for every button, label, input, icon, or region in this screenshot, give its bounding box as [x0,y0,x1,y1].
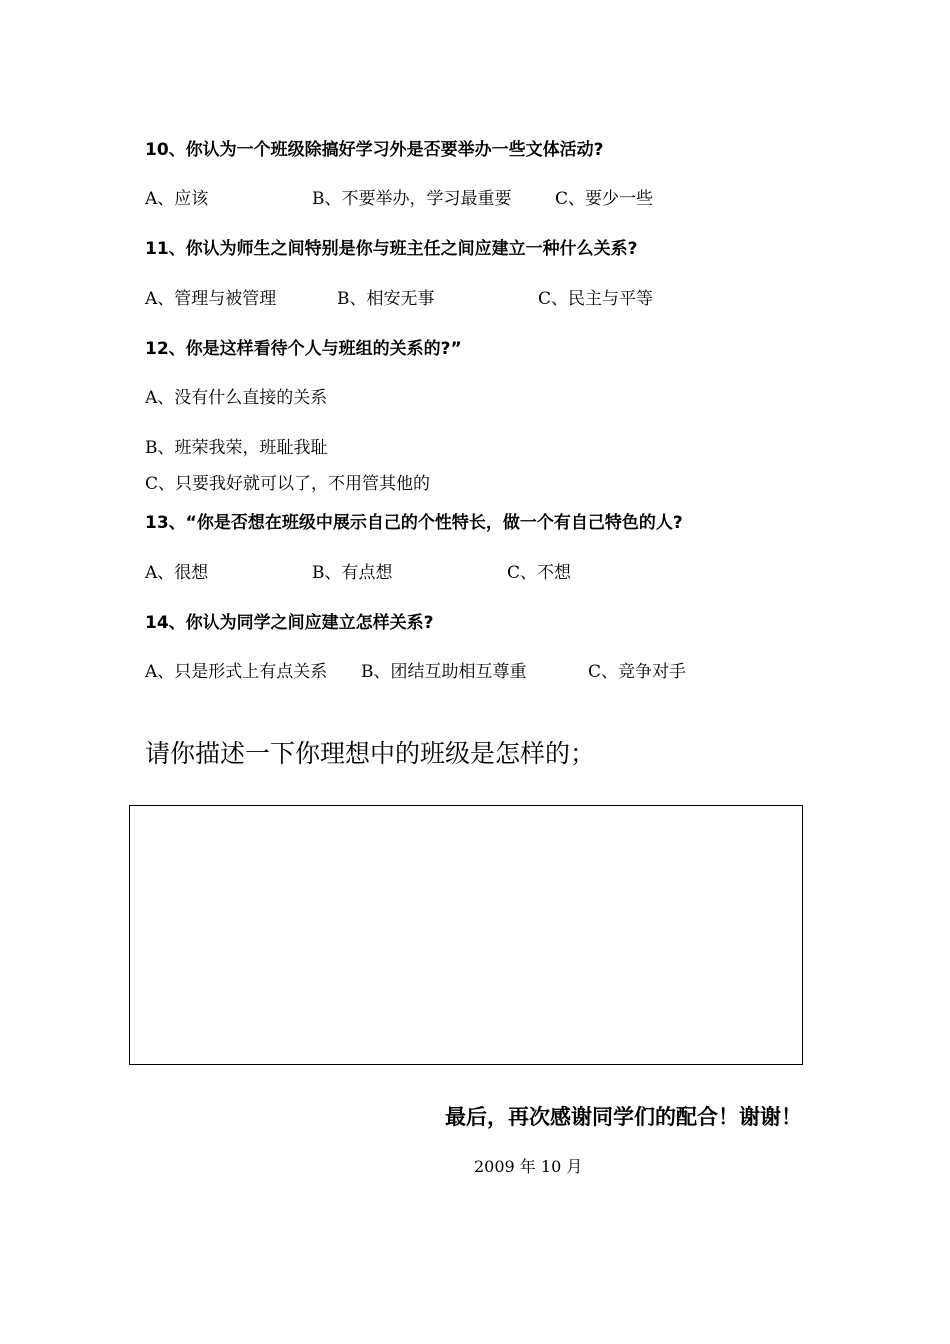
q14-option-a: A、只是形式上有点关系 [145,662,328,682]
q12-option-b: B、班荣我荣，班耻我耻 [145,438,328,458]
q14-option-c: C、竞争对手 [588,662,687,682]
q12-option-c: C、只要我好就可以了，不用管其他的 [145,474,431,494]
question-14: 14、你认为同学之间应建立怎样关系? [145,613,434,633]
q10-option-b: B、不要举办，学习最重要 [312,189,512,209]
thanks-message: 最后，再次感谢同学们的配合！谢谢！ [445,1105,802,1129]
ideal-class-prompt: 请你描述一下你理想中的班级是怎样的； [145,739,596,768]
q13-option-c: C、不想 [507,563,572,583]
question-10: 10、你认为一个班级除搞好学习外是否要举办一些文体活动? [145,140,604,160]
q13-option-b: B、有点想 [312,563,393,583]
q12-option-a: A、没有什么直接的关系 [145,388,328,408]
survey-date: 2009 年 10 月 [474,1157,583,1176]
q13-option-a: A、很想 [145,563,209,583]
q11-option-c: C、民主与平等 [538,289,654,309]
question-12: 12、你是这样看待个人与班组的关系的?” [145,339,462,359]
question-11: 11、你认为师生之间特别是你与班主任之间应建立一种什么关系? [145,239,638,259]
q10-option-a: A、应该 [145,189,209,209]
q11-option-a: A、管理与被管理 [145,289,277,309]
q14-option-b: B、团结互助相互尊重 [361,662,527,682]
answer-box[interactable] [129,805,803,1065]
q11-option-b: B、相安无事 [337,289,435,309]
q10-option-c: C、要少一些 [555,189,654,209]
question-13: 13、“你是否想在班级中展示自己的个性特长，做一个有自己特色的人? [145,513,683,533]
